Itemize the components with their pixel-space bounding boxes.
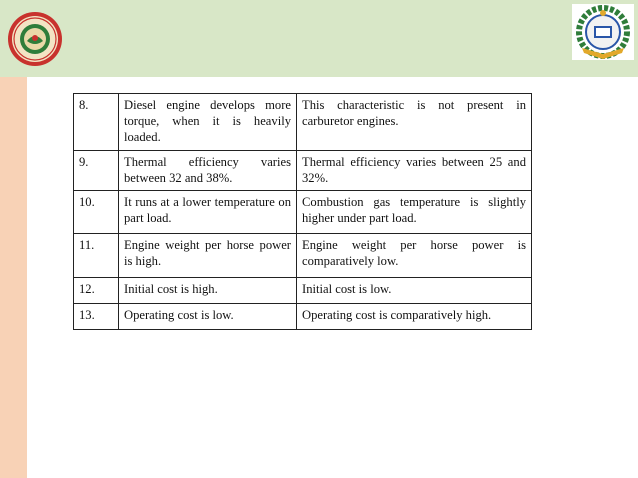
row-number: 11. [74, 234, 119, 278]
diesel-cell: Diesel engine develops more torque, when it is heavily loaded. [119, 94, 297, 151]
petrol-cell: Combustion gas temperature is slightly higher under part load. [297, 191, 532, 234]
row-number: 10. [74, 191, 119, 234]
table-row [74, 191, 532, 234]
left-accent-strip [0, 77, 27, 478]
diesel-cell: Initial cost is high. [119, 278, 297, 304]
emblem-crest-icon [572, 4, 634, 60]
table-row [74, 278, 532, 304]
row-number: 12. [74, 278, 119, 304]
row-number: 8. [74, 94, 119, 151]
diesel-cell: It runs at a lower temperature on part load. [119, 191, 297, 234]
table-row [74, 234, 532, 278]
petrol-cell: Initial cost is low. [297, 278, 532, 304]
university-seal-icon [7, 11, 63, 67]
table-row [74, 151, 532, 191]
diesel-cell: Thermal efficiency varies between 32 and 38%. [119, 151, 297, 191]
petrol-cell: This characteristic is not present in carburetor engines. [297, 94, 532, 151]
row-number: 9. [74, 151, 119, 191]
table-row [74, 94, 532, 151]
header-band [0, 0, 638, 77]
diesel-cell: Engine weight per horse power is high. [119, 234, 297, 278]
petrol-cell: Engine weight per horse power is comparatively low. [297, 234, 532, 278]
petrol-cell: Thermal efficiency varies between 25 and 32%. [297, 151, 532, 191]
diesel-cell: Operating cost is low. [119, 304, 297, 330]
petrol-cell: Operating cost is comparatively high. [297, 304, 532, 330]
row-number: 13. [74, 304, 119, 330]
table-row [74, 304, 532, 330]
comparison-table [73, 93, 532, 330]
